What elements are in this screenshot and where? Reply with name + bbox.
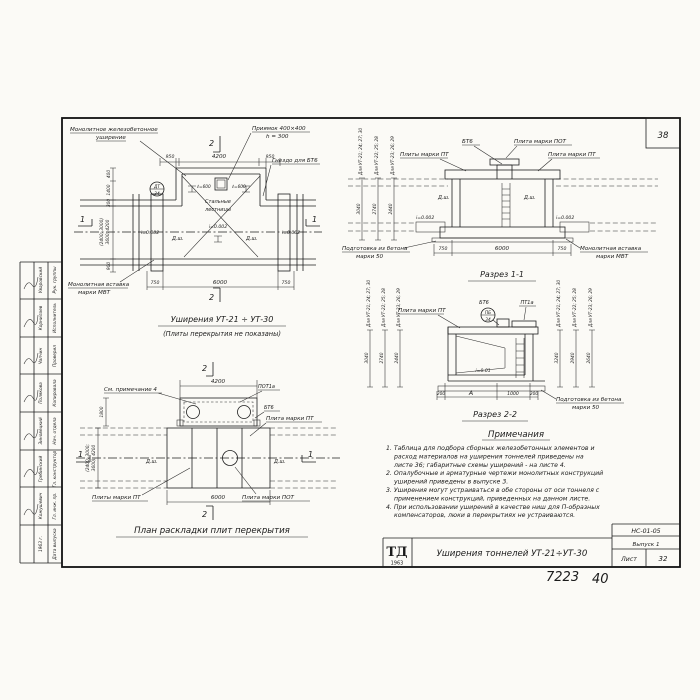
stamp-role: Гл. инж. пр. bbox=[53, 492, 58, 520]
label-pts: Плиты марки ПТ bbox=[92, 495, 141, 501]
dsh-label: Д.ш. bbox=[146, 459, 158, 465]
signature bbox=[24, 504, 38, 515]
dim: 750 bbox=[150, 281, 160, 286]
dim-label: Для УТ-23; 26; 29 bbox=[391, 136, 396, 175]
bubble-top-text: ДТ bbox=[154, 185, 160, 190]
dim: 750 bbox=[438, 247, 448, 252]
slope-label: i=0.002 bbox=[140, 231, 160, 236]
signature bbox=[24, 277, 38, 289]
note-line: 3. Уширения могут устраиваться в обе стороны от оси тоннеля с bbox=[386, 487, 600, 494]
stamp-name: Уваровский bbox=[39, 266, 44, 294]
dsh-label: Д.ш. bbox=[246, 236, 258, 242]
hatch-opening bbox=[238, 406, 251, 419]
handnote-right: 40 bbox=[592, 572, 609, 587]
issue-label: Выпуск 1 bbox=[632, 542, 660, 548]
section-1-1-drawing bbox=[342, 128, 658, 281]
ladder bbox=[516, 338, 524, 378]
label-insert: марки МВТ bbox=[596, 254, 629, 260]
stamp-name: Полякова bbox=[39, 382, 44, 404]
signature bbox=[24, 390, 38, 402]
label-pot1a: ПОТ1а bbox=[258, 384, 275, 390]
section-1-1-title: Разрез 1-1 bbox=[480, 270, 524, 279]
dsh-label: Д.ш. bbox=[274, 459, 286, 465]
note-line: 1. Таблица для подбора сборных железобетонных элементов и bbox=[386, 445, 595, 452]
slope-label: i=0.002 bbox=[416, 216, 435, 221]
dim: 950 bbox=[165, 155, 175, 160]
stamp-name: Гребинский bbox=[39, 455, 44, 483]
notes-block bbox=[386, 430, 603, 519]
label-bt6: БТ6 bbox=[479, 300, 489, 306]
label-prep: марки 50 bbox=[572, 405, 600, 411]
label-pot: Плита марки ПОТ bbox=[514, 139, 566, 145]
dim: 2740 bbox=[380, 352, 385, 364]
dim: (2400; 3000; bbox=[86, 444, 91, 472]
dim: 4200 bbox=[210, 379, 226, 385]
slab-layout-plan-drawing bbox=[76, 362, 340, 537]
l600-right: ℓ=600 bbox=[232, 185, 246, 190]
label-insert: Монолитная вставка bbox=[68, 282, 130, 288]
note-line: листе 36; габаритные схемы уширений - на листе 4. bbox=[394, 461, 566, 469]
signature bbox=[24, 353, 38, 364]
corner-number: 38 bbox=[657, 131, 669, 141]
bubble-bottom-text: 34 bbox=[154, 192, 160, 197]
slope-label: i=0.002 bbox=[208, 225, 228, 230]
label-insert: Монолитная вставка bbox=[580, 246, 642, 252]
note-line: уширений приведены в выпуске 3. bbox=[394, 478, 509, 486]
note-line: 4. При использовании уширений в качестве ниш для П-образных bbox=[386, 503, 600, 511]
stamp-name: Кожушевич bbox=[39, 492, 44, 520]
sheet-word: Лист bbox=[621, 556, 637, 563]
slope-label: i=0.002 bbox=[556, 216, 575, 221]
signature bbox=[24, 429, 38, 440]
section-mark-2: 2 bbox=[202, 364, 208, 373]
i-beam-symbols bbox=[188, 186, 250, 242]
dim-label: Для УТ-23; 26; 29 bbox=[397, 288, 402, 327]
dim: 1400 bbox=[107, 184, 112, 196]
dim: 3600); 4200 bbox=[92, 444, 97, 472]
l600-left: ℓ=600 bbox=[197, 185, 211, 190]
plan-subtitle: (Плиты перекрытия не показаны) bbox=[163, 330, 281, 338]
dim: 6000 bbox=[494, 246, 510, 252]
bt6-block bbox=[497, 319, 509, 327]
stamp-role: Гл. конструктор bbox=[53, 450, 58, 488]
dim: 2440 bbox=[389, 203, 394, 215]
dim-label: Для УТ-22; 25; 28 bbox=[382, 288, 387, 327]
dim: 2740 bbox=[373, 203, 378, 215]
section-mark-1: 1 bbox=[80, 215, 86, 224]
dim: 200 bbox=[529, 392, 539, 397]
dsh-label: Д.ш. bbox=[438, 195, 450, 201]
ladder bbox=[502, 183, 510, 227]
dim: 6000 bbox=[212, 280, 228, 286]
section-mark-2: 2 bbox=[202, 510, 208, 519]
section-mark-1: 1 bbox=[308, 450, 314, 459]
floor-slab bbox=[440, 227, 565, 238]
stamp-role: Копировала bbox=[53, 379, 58, 407]
handnote-left: 7223 bbox=[546, 570, 580, 585]
concrete-prep-layer bbox=[438, 386, 545, 391]
label-pit: h = 300 bbox=[266, 134, 289, 140]
label-prep: Подготовка из бетона bbox=[342, 246, 408, 252]
dim: 1800 bbox=[100, 406, 105, 418]
section-mark-2: 2 bbox=[209, 139, 215, 148]
dim: 4200 bbox=[211, 154, 227, 160]
stamp-role: Рук. группы bbox=[53, 266, 58, 294]
title-block bbox=[383, 524, 680, 567]
hatch-opening bbox=[187, 406, 200, 419]
concrete-prep-layer bbox=[432, 238, 573, 242]
dim: 3600; 4200 bbox=[106, 219, 111, 245]
label-see-note: См. примечание 4 bbox=[104, 387, 157, 393]
label-insert: марки МВТ bbox=[78, 290, 111, 296]
label-socket: Гнездо для БТ6 bbox=[272, 158, 318, 164]
stamp-role: Нач. отдела bbox=[53, 417, 58, 445]
dim-label: Для УТ-22; 25; 28 bbox=[375, 136, 380, 175]
dim: 2440 bbox=[395, 352, 400, 364]
section-mark-2: 2 bbox=[209, 293, 215, 302]
pt1a-plate bbox=[512, 321, 536, 327]
label-pot: Плита марки ПОТ bbox=[242, 495, 294, 501]
label-stairs: лестницы bbox=[205, 207, 231, 213]
label-pt: Плита марки ПТ bbox=[398, 308, 446, 314]
dim: 900 bbox=[107, 261, 112, 271]
section-2-2-drawing bbox=[364, 280, 624, 421]
section-mark-1: 1 bbox=[78, 450, 84, 459]
section-2-2-title: Разрез 2-2 bbox=[473, 410, 517, 419]
dim: 750 bbox=[281, 281, 291, 286]
dim: 950 bbox=[265, 155, 275, 160]
label-pt: Плита марки ПТ bbox=[266, 416, 314, 422]
dim: А bbox=[468, 390, 474, 397]
left-stamp-strip bbox=[20, 262, 62, 563]
dim: 200 bbox=[436, 392, 446, 397]
org-logo-year: 1963 bbox=[390, 560, 404, 567]
dim: 400 bbox=[107, 169, 112, 179]
stamp-name: Корнилаев bbox=[39, 305, 44, 331]
label-prep: Подготовка из бетона bbox=[556, 397, 622, 403]
dim: 300 bbox=[107, 198, 112, 208]
signature bbox=[24, 466, 38, 477]
bubble-bottom-text: 34 bbox=[485, 318, 491, 323]
handwritten-page-numbers bbox=[546, 570, 609, 587]
label-pit: Приямок 400×400 bbox=[252, 126, 306, 132]
sheet-title: Уширения тоннелей УТ-21÷УТ-30 bbox=[436, 549, 588, 559]
note-line: применением конструкций, приведенных на данном листе. bbox=[394, 495, 591, 503]
label-pt-right: Плита марки ПТ bbox=[548, 152, 596, 158]
stamp-role: Исполнитель bbox=[53, 303, 58, 333]
plan-title: Уширения УТ-21 ÷ УТ-30 bbox=[170, 315, 274, 324]
stamp-name: 1963 г. bbox=[39, 536, 44, 552]
label-bt6: БТ6 bbox=[462, 139, 473, 145]
sheet-number: 32 bbox=[658, 555, 668, 563]
org-logo: ТД bbox=[386, 545, 408, 560]
dsh-label: Д.ш. bbox=[524, 195, 536, 201]
dim: 750 bbox=[557, 247, 567, 252]
doc-code: НС-01-05 bbox=[631, 528, 661, 535]
dim-label: Для УТ-21; 24; 27; 30 bbox=[359, 127, 364, 175]
label-pt-left: Плиты марки ПТ bbox=[400, 152, 449, 158]
label-prep: марки 50 bbox=[356, 254, 384, 260]
section-mark-1: 1 bbox=[312, 215, 318, 224]
stamp-name: Зиновецкий bbox=[39, 417, 44, 445]
dim-label: Для УТ-22; 25; 28 bbox=[573, 288, 578, 327]
slab-layout-title: План раскладки плит перекрытия bbox=[134, 526, 290, 536]
slope-label: i=0.002 bbox=[281, 231, 301, 236]
signature bbox=[24, 315, 38, 327]
pot-plate bbox=[490, 159, 519, 165]
bubble-top-text: ПБ bbox=[484, 311, 492, 316]
note-line: компенсаторов, люки в перекрытиях не устраиваются. bbox=[394, 512, 576, 520]
dim: 3040 bbox=[365, 352, 370, 364]
stamp-role: Проверил bbox=[53, 344, 58, 368]
notes-heading: Примечания bbox=[488, 430, 544, 440]
dim: 2640 bbox=[587, 352, 592, 364]
stamp-name: Чапчин bbox=[39, 347, 44, 365]
label-stairs: Стальные bbox=[205, 199, 231, 205]
dim: 1000 bbox=[507, 392, 519, 397]
label-widening: Монолитное железобетонное bbox=[70, 127, 158, 133]
dim: 3040 bbox=[357, 203, 362, 215]
dim-label: Для УТ-21; 24; 27; 30 bbox=[367, 279, 372, 327]
dim: 3240 bbox=[555, 352, 560, 364]
dsh-label: Д.ш. bbox=[172, 236, 184, 242]
dim: 2940 bbox=[571, 352, 576, 364]
note-line: 2. Опалубочные и арматурные чертежи монолитных конструкций bbox=[386, 470, 604, 478]
dim: (2400; 3000) bbox=[100, 217, 105, 247]
label-bt6: БТ6 bbox=[264, 405, 274, 411]
top-slab bbox=[448, 327, 538, 334]
plan-widening-drawing bbox=[68, 126, 322, 338]
label-widening: уширение bbox=[96, 135, 126, 141]
stamp-role: Дата выпуска bbox=[53, 528, 58, 560]
dim-label: Для УТ-21; 24; 27; 30 bbox=[557, 279, 562, 327]
dim-label: Для УТ-23; 26; 29 bbox=[589, 288, 594, 327]
note-line: расход материалов на уширения тоннелей приведены на bbox=[394, 453, 584, 461]
label-pt1a: ПТ1а bbox=[520, 300, 534, 306]
dim: 6000 bbox=[210, 495, 226, 501]
slope-label: i=0.01 bbox=[475, 369, 491, 374]
